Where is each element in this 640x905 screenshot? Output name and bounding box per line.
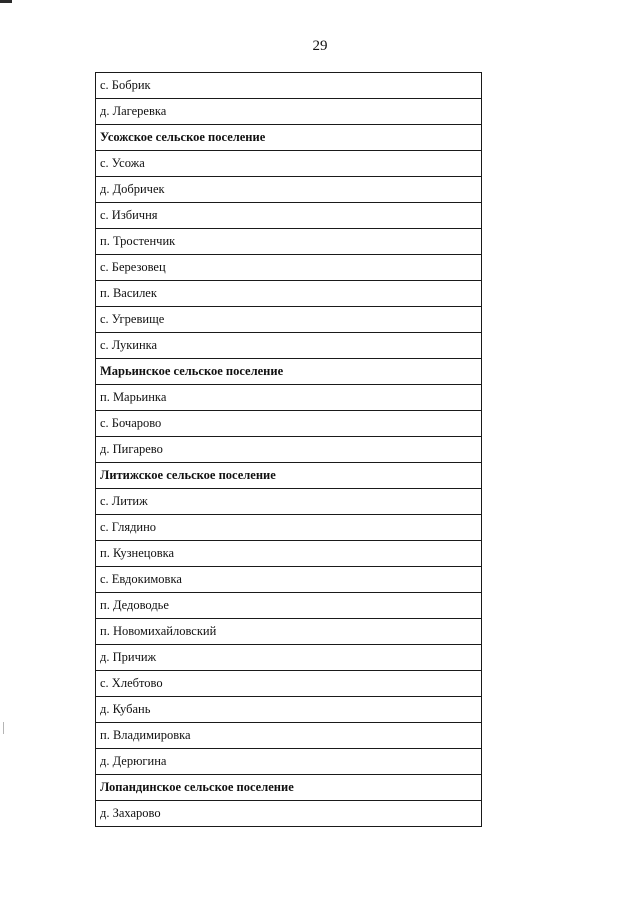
settlement-name: д. Дерюгина xyxy=(96,749,482,775)
settlement-row xyxy=(96,99,482,125)
settlement-row xyxy=(96,203,482,229)
settlement-group-row xyxy=(96,359,482,385)
settlement-row xyxy=(96,489,482,515)
page-number: 29 xyxy=(312,38,328,54)
settlement-group-row xyxy=(96,775,482,801)
settlement-name: п. Тростенчик xyxy=(96,229,482,255)
settlement-name: д. Лагеревка xyxy=(96,99,482,125)
settlement-name: д. Кубань xyxy=(96,697,482,723)
settlement-row xyxy=(96,749,482,775)
settlement-row xyxy=(96,151,482,177)
settlement-name: с. Березовец xyxy=(96,255,482,281)
settlement-group-row xyxy=(96,125,482,151)
settlement-row xyxy=(96,281,482,307)
settlement-row xyxy=(96,541,482,567)
settlement-group-row xyxy=(96,463,482,489)
settlement-row xyxy=(96,229,482,255)
settlement-row xyxy=(96,723,482,749)
scan-artifact-left xyxy=(3,722,4,734)
settlement-group-name: Марьинское сельское поселение xyxy=(96,359,482,385)
settlement-name: п. Дедоводье xyxy=(96,593,482,619)
settlement-name: д. Причиж xyxy=(96,645,482,671)
settlement-row xyxy=(96,385,482,411)
settlement-name: с. Бобрик xyxy=(96,73,482,99)
settlements-table xyxy=(95,72,482,827)
settlement-row xyxy=(96,515,482,541)
settlement-name: д. Пигарево xyxy=(96,437,482,463)
settlement-row xyxy=(96,801,482,827)
settlement-row xyxy=(96,437,482,463)
settlement-name: с. Литиж xyxy=(96,489,482,515)
settlement-row xyxy=(96,333,482,359)
settlement-row xyxy=(96,255,482,281)
settlement-name: с. Избичня xyxy=(96,203,482,229)
settlement-name: с. Бочарово xyxy=(96,411,482,437)
settlement-name: д. Захарово xyxy=(96,801,482,827)
settlement-row xyxy=(96,671,482,697)
settlement-name: с. Хлебтово xyxy=(96,671,482,697)
settlement-name: п. Владимировка xyxy=(96,723,482,749)
settlement-row xyxy=(96,411,482,437)
settlement-row xyxy=(96,567,482,593)
settlement-group-name: Усожское сельское поселение xyxy=(96,125,482,151)
settlement-name: с. Лукинка xyxy=(96,333,482,359)
settlement-name: п. Василек xyxy=(96,281,482,307)
settlement-name: д. Добричек xyxy=(96,177,482,203)
settlement-row xyxy=(96,177,482,203)
settlement-row xyxy=(96,307,482,333)
settlement-name: с. Глядино xyxy=(96,515,482,541)
settlement-name: п. Новомихайловский xyxy=(96,619,482,645)
settlement-group-name: Лопандинское сельское поселение xyxy=(96,775,482,801)
settlement-name: с. Евдокимовка xyxy=(96,567,482,593)
settlement-name: п. Кузнецовка xyxy=(96,541,482,567)
settlement-name: с. Усожа xyxy=(96,151,482,177)
settlement-name: с. Угревище xyxy=(96,307,482,333)
settlements-table-body xyxy=(96,73,482,827)
settlement-row xyxy=(96,619,482,645)
settlement-group-name: Литижское сельское поселение xyxy=(96,463,482,489)
settlement-row xyxy=(96,645,482,671)
settlement-row xyxy=(96,593,482,619)
settlement-row xyxy=(96,697,482,723)
settlement-name: п. Марьинка xyxy=(96,385,482,411)
settlement-row xyxy=(96,73,482,99)
scan-artifact-top xyxy=(0,0,12,3)
